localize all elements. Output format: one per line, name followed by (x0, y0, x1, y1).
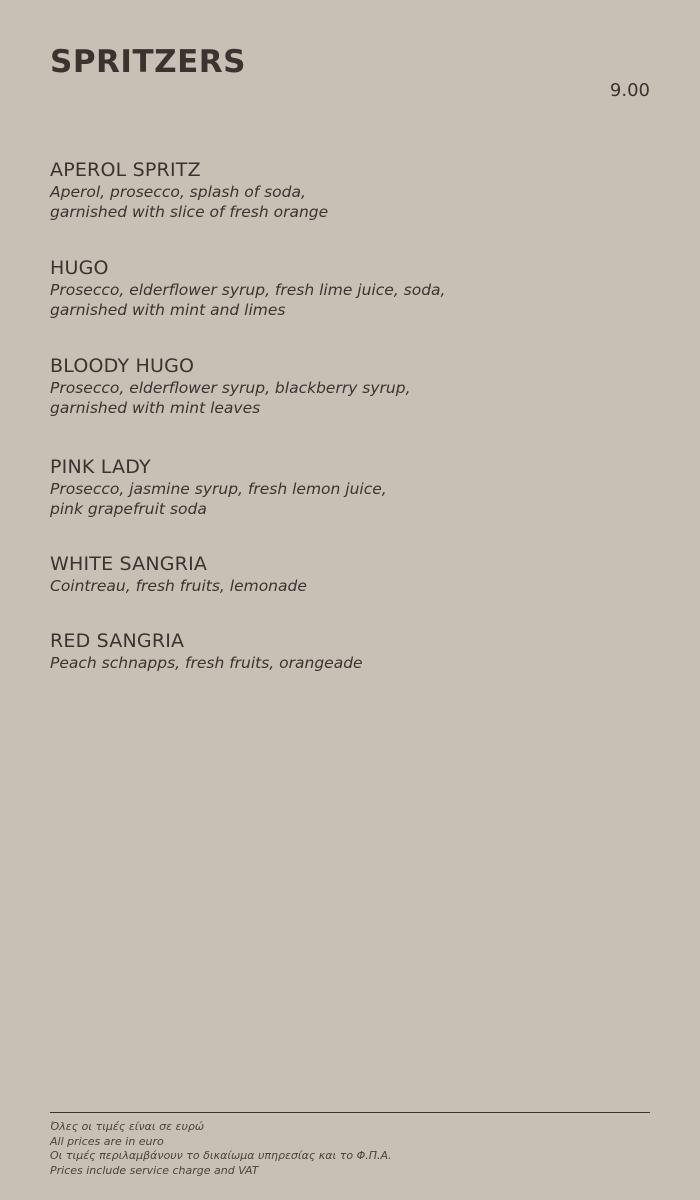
menu-item-name: WHITE SANGRIA (50, 553, 208, 575)
menu-item-description (50, 280, 650, 320)
menu-item-description-line: garnished with mint and limes (50, 301, 286, 319)
menu-item (50, 629, 650, 673)
menu-item (50, 158, 650, 222)
menu-item-description (50, 653, 650, 673)
menu-item-description-line: Prosecco, jasmine syrup, fresh lemon juice, (50, 480, 387, 498)
menu-item-description (50, 378, 650, 418)
menu-item-description-line: Prosecco, elderflower syrup, fresh lime juice, soda, (50, 281, 446, 299)
menu-item-description-line: Aperol, prosecco, splash of soda, (50, 183, 306, 201)
menu-item-name: PINK LADY (50, 456, 151, 478)
menu-item-description-line: Cointreau, fresh fruits, lemonade (50, 577, 307, 595)
menu-item-name: APEROL SPRITZ (50, 159, 201, 181)
menu-item-description-line: Peach schnapps, fresh fruits, orangeade (50, 654, 363, 672)
menu-item-description-line: garnished with slice of fresh orange (50, 203, 329, 221)
footer-notes (50, 1120, 650, 1178)
menu-item-description-line: garnished with mint leaves (50, 399, 261, 417)
menu-list (50, 158, 650, 673)
menu-item-description (50, 182, 650, 222)
menu-item (50, 552, 650, 596)
footer-note: Prices include service charge and VAT (50, 1163, 259, 1177)
menu-item-description (50, 576, 650, 596)
footer-note: Όλες οι τιμές είναι σε ευρώ (50, 1120, 205, 1133)
menu-item-description-line: pink grapefruit soda (50, 500, 207, 518)
menu-item-description-line: Prosecco, elderflower syrup, blackberry syrup, (50, 379, 411, 397)
menu-item-name: RED SANGRIA (50, 630, 185, 652)
page-title: SPRITZERS (50, 44, 246, 80)
menu-item-name: BLOODY HUGO (50, 355, 195, 377)
menu-item-name: HUGO (50, 257, 109, 279)
footer-note: All prices are in euro (50, 1134, 164, 1148)
menu-item (50, 256, 650, 320)
menu-item (50, 455, 650, 519)
section-price: 9.00 (609, 80, 650, 101)
footer-divider (50, 1112, 650, 1113)
menu-item-description (50, 479, 650, 519)
menu-item (50, 354, 650, 418)
footer-note: Οι τιμές περιλαμβάνουν το δικαίωμα υπηρεσίας και το Φ.Π.Α. (50, 1149, 392, 1162)
